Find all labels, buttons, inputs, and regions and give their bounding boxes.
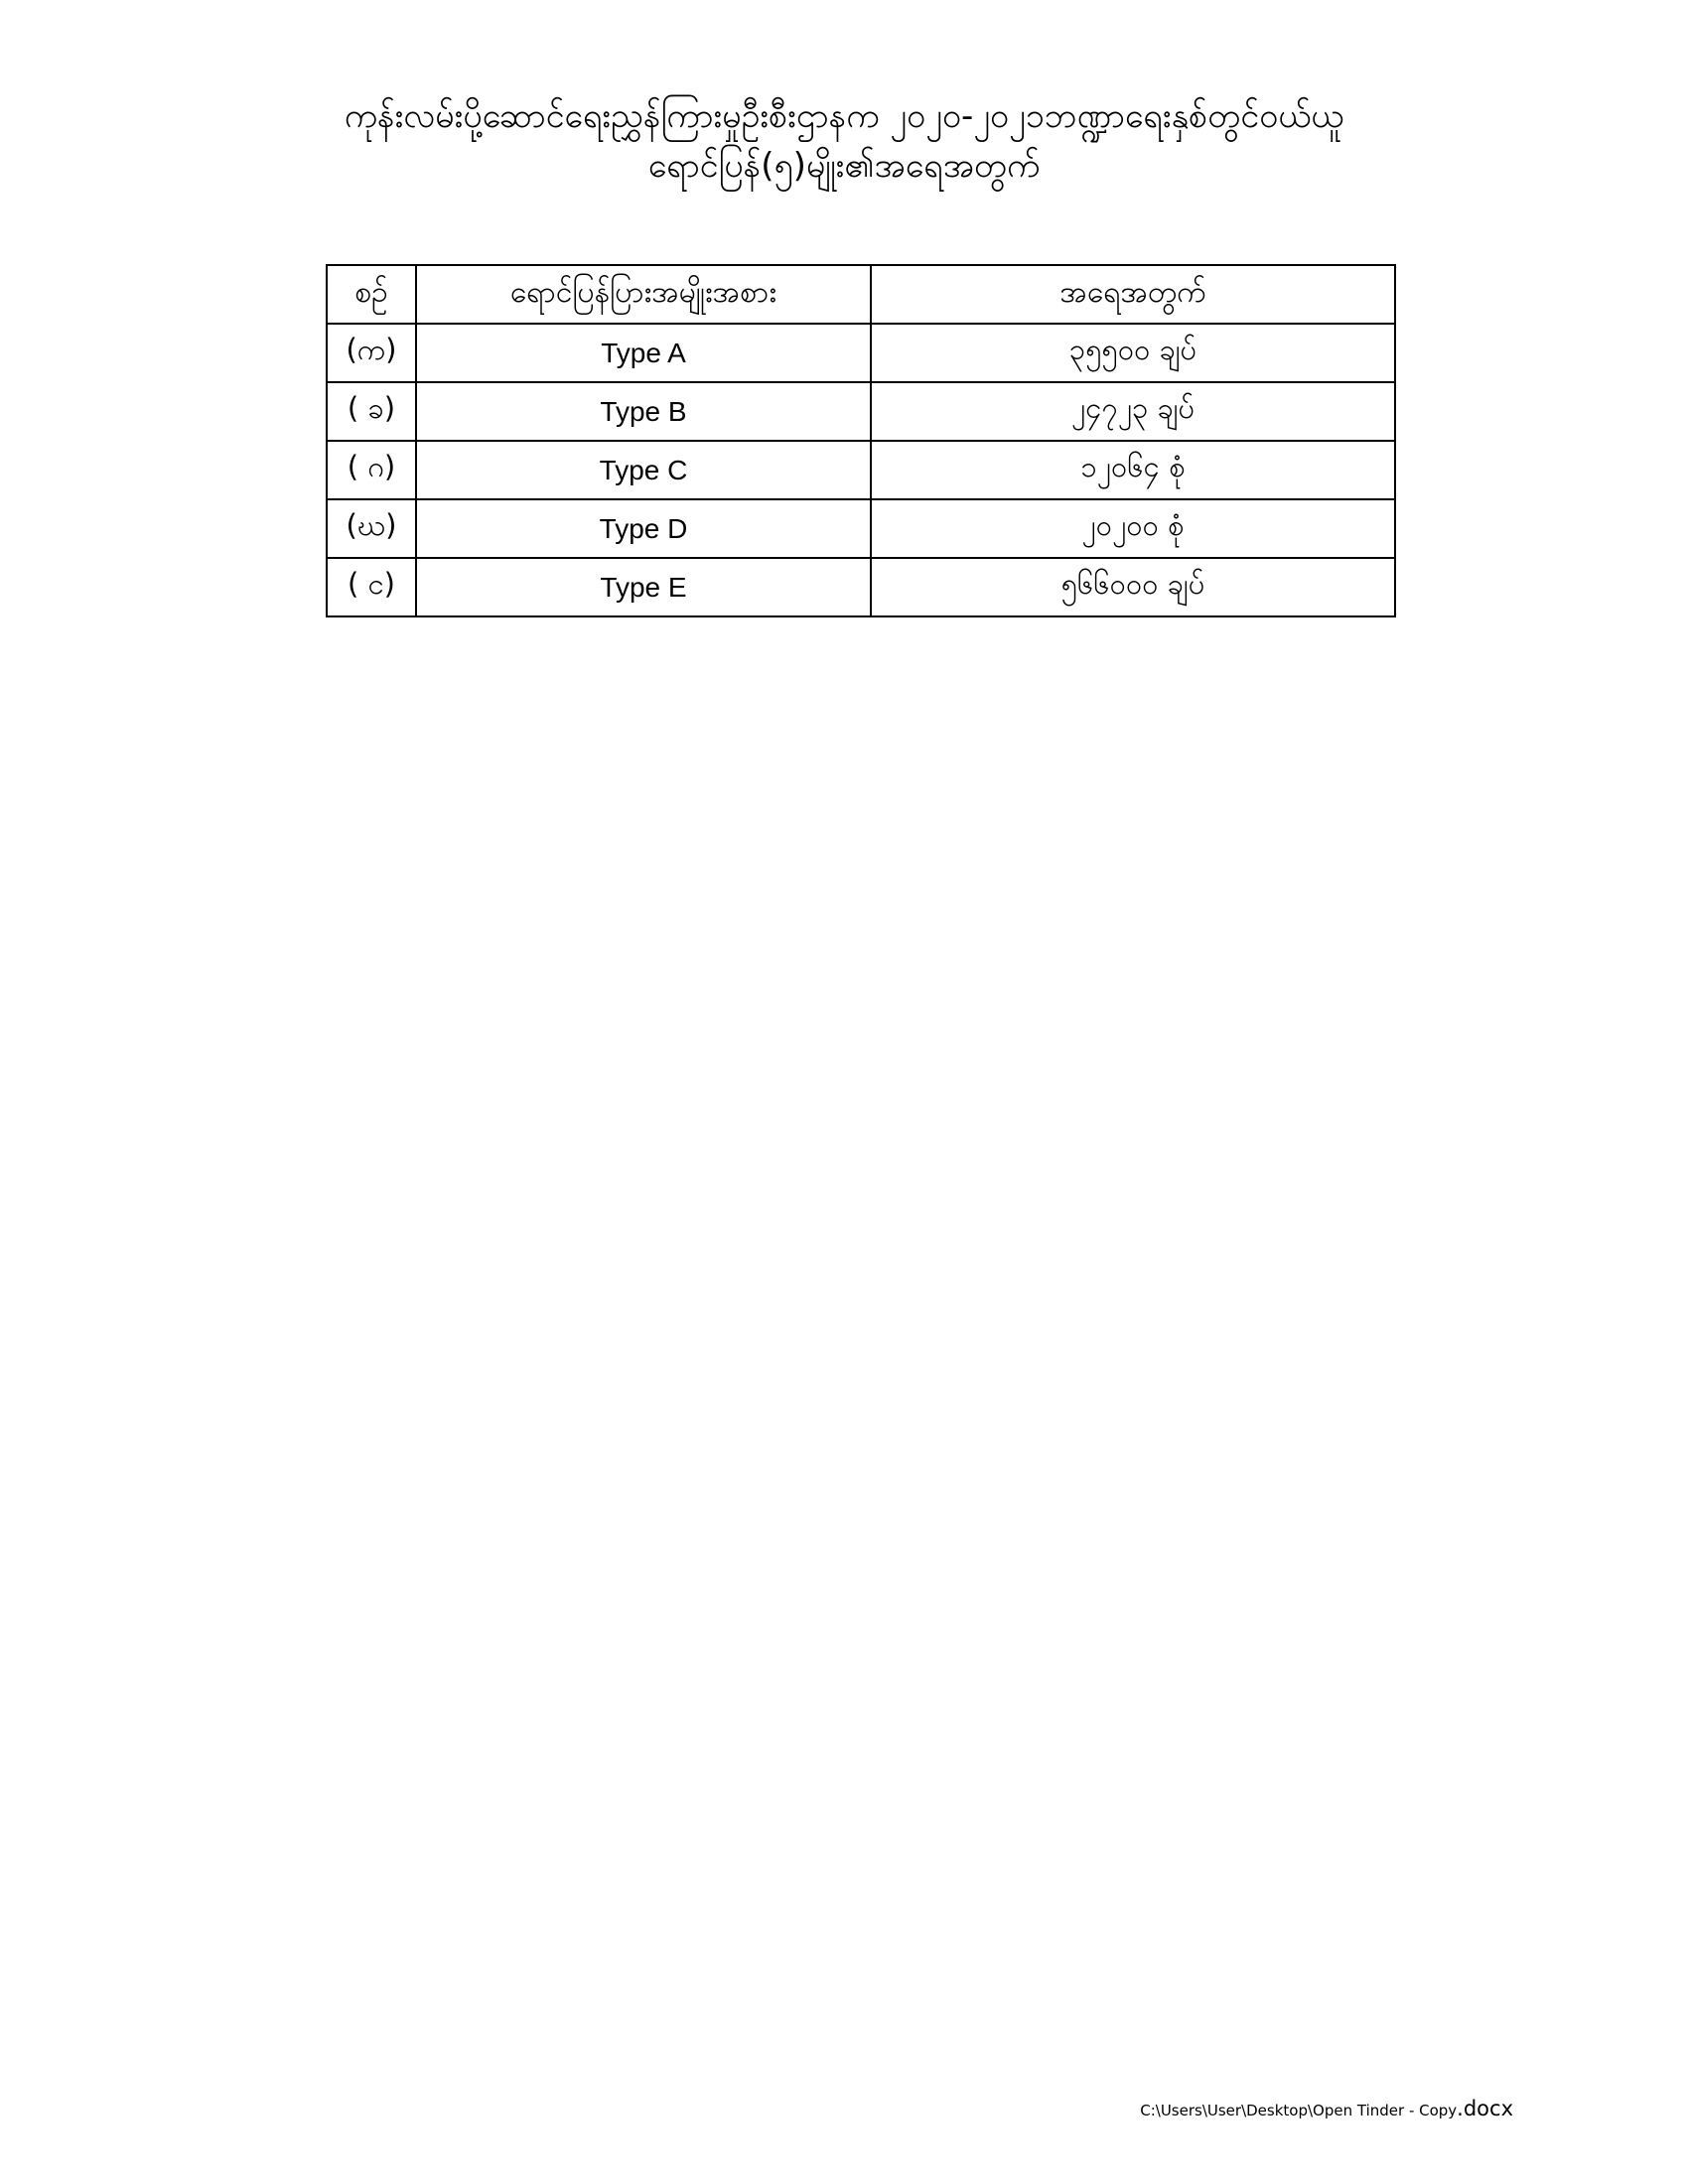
- cell-reflector-type: Type E: [416, 558, 871, 616]
- cell-quantity: ၁၂၀၆၄ စုံ: [871, 441, 1395, 499]
- table-header-row: [327, 265, 1395, 324]
- title-line-1: ကုန်းလမ်းပို့ဆောင်ရေးညွှန်ကြားမှုဦးစီးဌာနက ၂၀၂၀-၂၀၂၁ဘဏ္ဍာရေးနှစ်တွင်ဝယ်ယူ: [344, 96, 1344, 136]
- cell-quantity: ၂၄၇၂၃ ချပ်: [871, 382, 1395, 441]
- cell-serial-number: ( ခ): [327, 382, 416, 441]
- cell-serial-number: (ဃ): [327, 499, 416, 558]
- cell-reflector-type: Type D: [416, 499, 871, 558]
- cell-serial-number: (က): [327, 324, 416, 382]
- cell-reflector-type: Type B: [416, 382, 871, 441]
- cell-quantity: ၅၆၆၀၀၀ ချပ်: [871, 558, 1395, 616]
- footer-file-extension: .docx: [1457, 2097, 1513, 2120]
- table-row: [327, 324, 1395, 382]
- cell-serial-number: ( င): [327, 558, 416, 616]
- cell-serial-number: ( ဂ): [327, 441, 416, 499]
- cell-reflector-type: Type A: [416, 324, 871, 382]
- footer-file-path: [1140, 2097, 1513, 2120]
- header-reflector-type: ရောင်ပြန်ပြားအမျိုးအစား: [416, 265, 871, 324]
- footer-path-text: C:\Users\User\Desktop\Open Tinder - Copy: [1140, 2102, 1458, 2119]
- table-row: [327, 558, 1395, 616]
- cell-quantity: ၂၀၂၀၀ စုံ: [871, 499, 1395, 558]
- cell-reflector-type: Type C: [416, 441, 871, 499]
- table-row: [327, 382, 1395, 441]
- cell-quantity: ၃၅၅၀၀ ချပ်: [871, 324, 1395, 382]
- table-row: [327, 441, 1395, 499]
- document-title: [0, 91, 1688, 191]
- table-row: [327, 499, 1395, 558]
- reflector-quantity-table: [326, 264, 1396, 617]
- title-line-2: ရောင်ပြန်(၅)မျိုး၏အရေအတွက်: [647, 146, 1041, 186]
- header-serial-number: စဉ်: [327, 265, 416, 324]
- header-quantity: အရေအတွက်: [871, 265, 1395, 324]
